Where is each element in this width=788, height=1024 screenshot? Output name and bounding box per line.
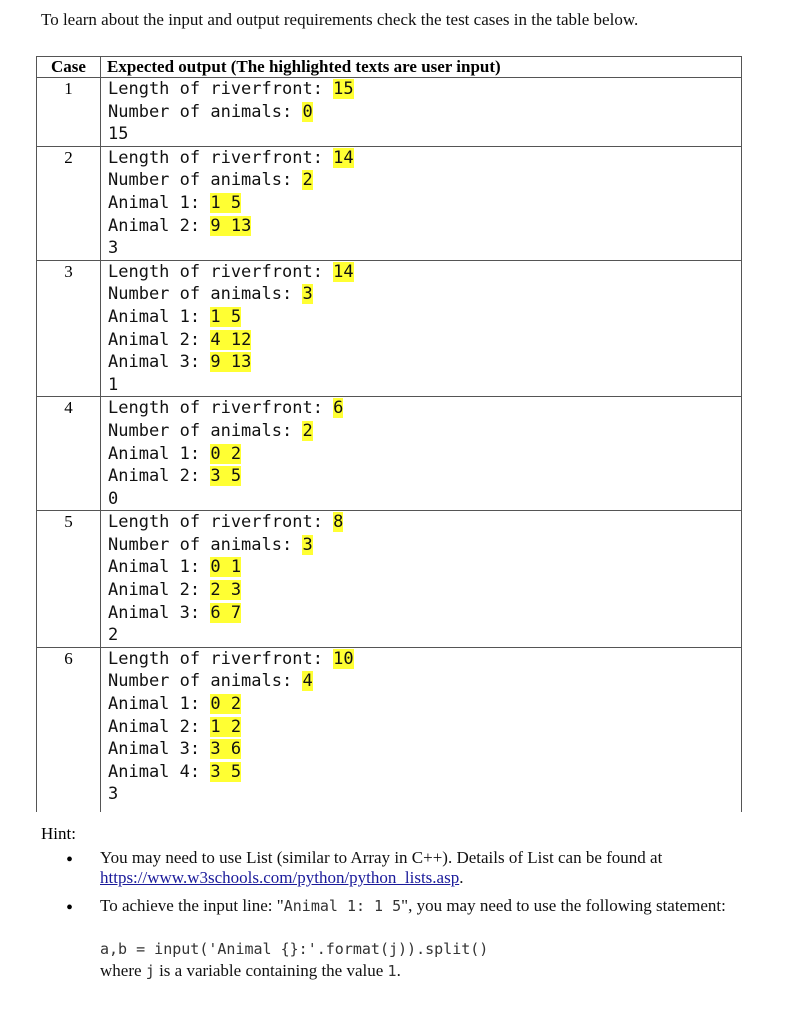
output-line [108,329,741,352]
user-input-highlight: 14 [333,147,354,168]
user-input-highlight: 0 2 [210,694,242,715]
case-number: 6 [64,648,73,668]
program-output-text: Length of riverfront: [108,648,334,669]
hint-list-item [100,848,734,888]
case-number: 4 [64,398,73,418]
program-output-text: Animal 1: [108,306,211,327]
output-line [108,192,741,215]
expected-output-cell [101,511,742,648]
user-input-highlight: 3 5 [210,761,242,782]
hint-where-val: 1 [387,962,397,980]
program-output-text: Animal 2: [108,716,211,737]
table-row [37,146,742,260]
output-line [108,738,741,761]
program-output-text: Animal 2: [108,466,211,487]
hint-where-var: j [145,962,155,980]
program-output-text: Animal 3: [108,602,211,623]
hint-input-pre: To achieve the input line: " [100,896,284,915]
user-input-highlight: 2 [302,170,313,191]
program-output-text: Animal 3: [108,352,211,373]
output-line [108,101,741,124]
output-line [108,306,741,329]
program-output-text: 3 [108,238,119,259]
hint-input-mid: ", you may need to use the following statement: [401,896,726,915]
output-line [108,602,741,625]
hint-where-mid: is a variable containing the value [154,961,388,980]
table-row [37,260,742,397]
user-input-highlight: 6 7 [210,602,242,623]
output-line [108,397,741,420]
user-input-highlight: 9 13 [210,215,252,236]
user-input-highlight: 1 5 [210,192,242,213]
user-input-highlight: 2 [302,420,313,441]
user-input-highlight: 15 [333,79,354,99]
table-row [37,511,742,648]
expected-output-cell [101,260,742,397]
expected-output-cell [101,397,742,511]
user-input-highlight: 3 5 [210,466,242,487]
program-output-text: Length of riverfront: [108,512,334,533]
output-line [108,556,741,579]
program-output-text: Length of riverfront: [108,79,334,99]
hint-where-end: . [396,961,401,980]
case-number: 3 [64,261,73,281]
program-output-text: Animal 2: [108,215,211,236]
expected-output-cell [101,647,742,806]
user-input-highlight: 0 2 [210,443,242,464]
hint-where-pre: where [100,961,146,980]
user-input-highlight: 0 [302,101,313,122]
bullet-icon: • [66,897,74,919]
output-line [108,420,741,443]
user-input-highlight: 1 5 [210,306,242,327]
case-number-cell [37,647,101,806]
program-output-text: Animal 3: [108,739,211,760]
case-number-cell [37,78,101,147]
output-line [108,465,741,488]
user-input-highlight: 14 [333,261,354,282]
user-input-highlight: 1 2 [210,716,242,737]
output-line [108,237,741,260]
table-header-row [37,57,742,78]
intro-text: To learn about the input and output requirements check the test cases in the table below. [41,10,639,29]
bullet-icon: • [66,849,74,871]
program-output-text: Animal 2: [108,580,211,601]
output-line [108,261,741,284]
program-output-text: Length of riverfront: [108,261,334,282]
user-input-highlight: 4 12 [210,329,252,350]
program-output-text: Length of riverfront: [108,147,334,168]
output-line [108,761,741,784]
program-output-text: 15 [108,124,129,145]
table-row [37,78,742,147]
table-row [37,397,742,511]
user-input-highlight: 6 [333,398,344,419]
user-input-highlight: 0 1 [210,557,242,578]
output-line [108,624,741,647]
expected-output-cell [101,146,742,260]
user-input-highlight: 3 [302,534,313,555]
output-line [108,488,741,511]
user-input-highlight: 2 3 [210,580,242,601]
output-line [108,534,741,557]
case-number: 2 [64,147,73,167]
hint-where-line [100,961,734,981]
output-line [108,511,741,534]
output-line [108,78,741,101]
output-line [108,670,741,693]
program-output-text: Animal 1: [108,192,211,213]
case-number: 5 [64,512,73,532]
output-line [108,169,741,192]
w3schools-link[interactable]: https://www.w3schools.com/python/python_lists.asp [100,868,460,887]
test-cases-table [36,56,742,806]
program-output-text: Number of animals: [108,284,303,305]
user-input-highlight: 4 [302,671,313,692]
output-line [108,283,741,306]
output-line [108,579,741,602]
output-line [108,693,741,716]
hint-label: Hint: [41,824,76,843]
table-edge-tick [36,806,37,812]
user-input-highlight: 10 [333,648,354,669]
user-input-highlight: 8 [333,512,344,533]
program-output-text: Animal 2: [108,329,211,350]
expected-output-cell [101,78,742,147]
program-output-text: Animal 1: [108,694,211,715]
program-output-text: Animal 1: [108,443,211,464]
output-line [108,351,741,374]
program-output-text: Length of riverfront: [108,398,334,419]
user-input-highlight: 3 [302,284,313,305]
output-line [108,374,741,397]
user-input-highlight: 9 13 [210,352,252,373]
program-output-text: 1 [108,374,119,395]
hint-list-end: . [459,868,464,887]
output-line [108,716,741,739]
output-line [108,783,741,806]
case-number-cell [37,511,101,648]
user-input-highlight: 3 6 [210,739,242,760]
output-line [108,648,741,671]
case-number-cell [37,397,101,511]
case-number: 1 [64,79,73,98]
hint-list-text: You may need to use List (similar to Array in C++). Details of List can be found at [100,848,663,867]
case-number-cell [37,146,101,260]
output-line [108,443,741,466]
hint-input-code: Animal 1: 1 5 [283,897,402,915]
hint-statement-code: a,b = input('Animal {}:'.format(j)).split() [100,940,489,958]
program-output-text: Number of animals: [108,420,303,441]
program-output-text: Number of animals: [108,101,303,122]
program-output-text: Animal 4: [108,761,211,782]
header-expected-output: Expected output (The highlighted texts are user input) [101,57,742,78]
header-case: Case [37,57,101,78]
table-edge-tick [100,806,101,812]
table-edge-tick [741,806,742,812]
output-line [108,123,741,146]
program-output-text: 0 [108,488,119,509]
output-line [108,147,741,170]
output-line [108,215,741,238]
program-output-text: 2 [108,625,119,646]
table-row [37,647,742,806]
program-output-text: 3 [108,784,119,805]
case-number-cell [37,260,101,397]
hint-input-item [100,896,734,916]
program-output-text: Animal 1: [108,557,211,578]
program-output-text: Number of animals: [108,534,303,555]
program-output-text: Number of animals: [108,170,303,191]
program-output-text: Number of animals: [108,671,303,692]
